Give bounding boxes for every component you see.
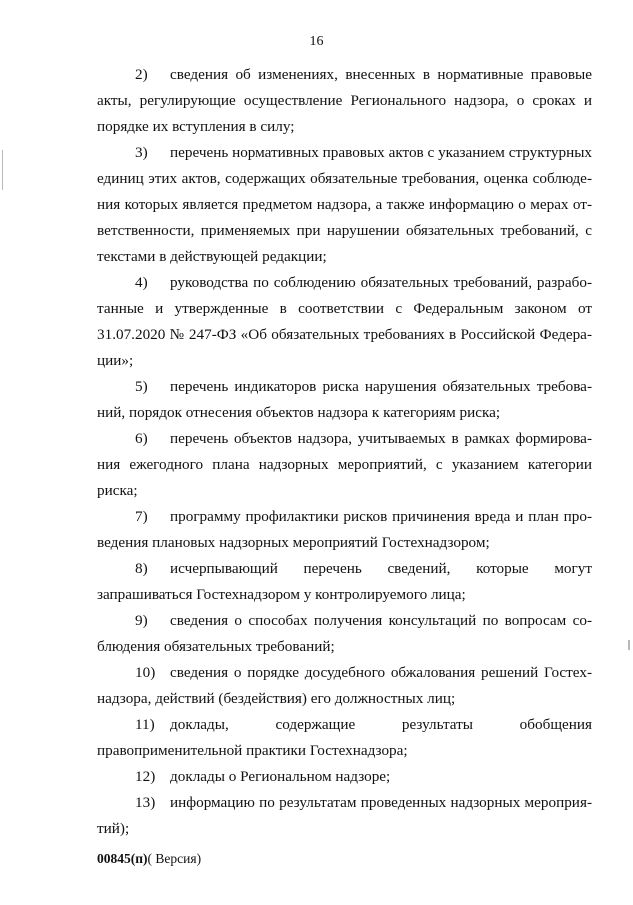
footer [97,851,201,867]
page-number: 16 [309,34,324,49]
item-text: перечень объектов надзора, учитываемых в рамках формирования ежегодного плана надзорных мероприятий, с указанием категории риска; [97,430,592,499]
item-number: 4) [135,274,148,291]
item-number: 12) [135,768,156,785]
item-number: 9) [135,612,148,629]
item-number: 8) [135,560,148,577]
list-item [97,374,592,426]
list-item [97,270,592,374]
list-item [97,426,592,504]
list-item [97,790,592,842]
item-text: доклады о Региональном надзоре; [170,768,391,785]
item-text: программу профилактики рисков причинения вреда и план проведения плановых надзорных мероприятий Гостехнадзором; [97,508,592,551]
item-text: доклады, содержащие результаты обобщения правоприменительной практики Гостехнадзора; [97,716,592,759]
item-text: сведения о способах получения консультаций по вопросам соблюдения обязательных требований; [97,612,592,655]
item-text: перечень индикаторов риска нарушения обязательных требований, порядок отнесения объектов надзора к категориям риска; [97,378,592,421]
list-item [97,608,592,660]
item-text: информацию по результатам проведенных надзорных мероприятий); [97,794,592,837]
item-number: 3) [135,144,148,161]
list-item [97,140,592,270]
list-item [97,556,592,608]
document-body [97,62,592,842]
document-code: 00845(п) [97,851,148,866]
list-item [97,712,592,764]
item-text: перечень нормативных правовых актов с указанием структурных единиц этих актов, содержащих обязательные требования, оценка соблюдения которых является предметом надзора, а также информацию о мерах ответственности, применяемых при нарушении обязательных требований, с текстами в действующей редакции; [97,144,592,265]
list-item [97,62,592,140]
item-number: 13) [135,794,156,811]
item-text: сведения об изменениях, внесенных в нормативные правовые акты, регулирующие осуществление Регионального надзора, о сроках и порядке их вступления в силу; [97,66,592,135]
list-item [97,504,592,556]
item-text: исчерпывающий перечень сведений, которые могут запрашиваться Гостехнадзором у контролируемого лица; [97,560,592,603]
item-number: 2) [135,66,148,83]
scan-artifact [2,150,3,190]
scan-artifact [628,640,630,650]
list-item [97,660,592,712]
item-number: 11) [135,716,155,733]
item-number: 7) [135,508,148,525]
item-text: руководства по соблюдению обязательных требований, разработанные и утвержденные в соответствии с Федеральным законом от 31.07.2020 № 247-ФЗ «Об обязательных требованиях в Российской Федерации»; [97,274,592,369]
item-text: сведения о порядке досудебного обжалования решений Гостехнадзора, действий (бездействия) его должностных лиц; [97,664,592,707]
item-number: 5) [135,378,148,395]
item-number: 6) [135,430,148,447]
list-item [97,764,592,790]
document-version: ( Версия) [147,851,202,866]
item-number: 10) [135,664,156,681]
